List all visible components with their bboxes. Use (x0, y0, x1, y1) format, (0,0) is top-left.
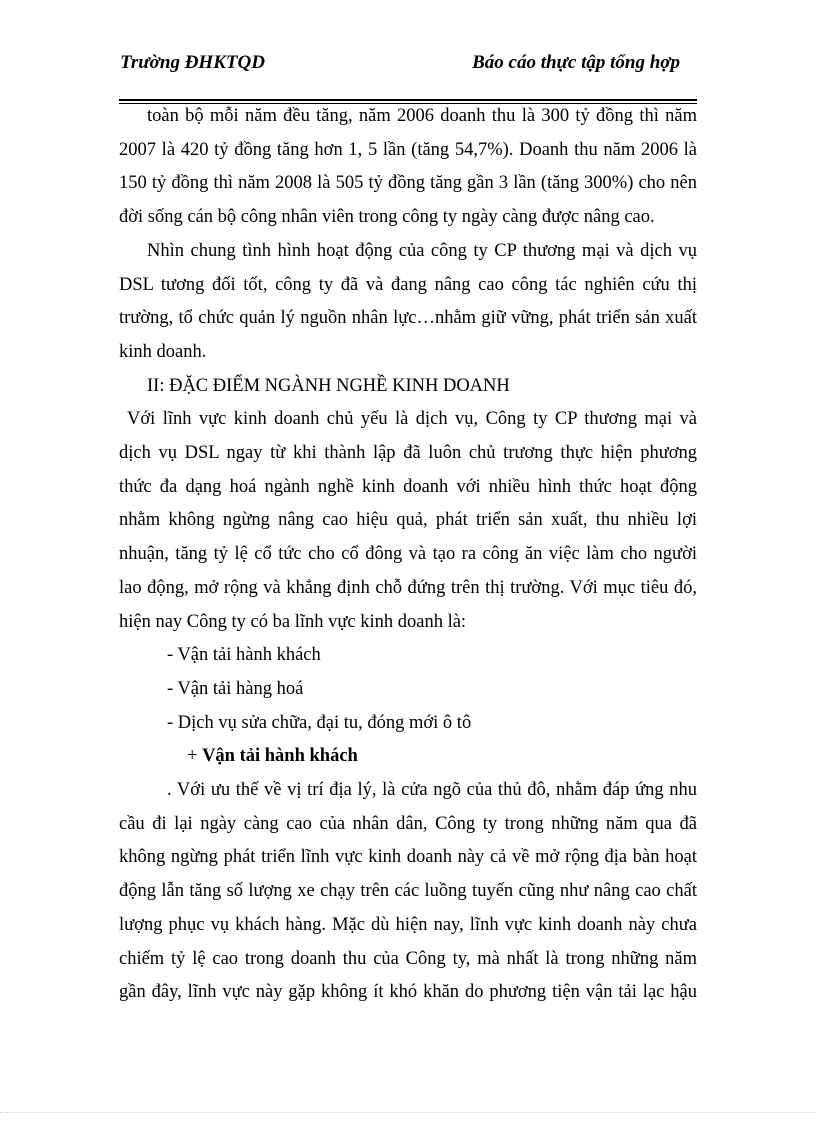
text-line: động lẫn tăng số lượng xe chạy trên các luồng tuyến cũng như nâng cao chất (119, 881, 697, 902)
list-item: - Vận tải hành khách (167, 645, 321, 666)
subheading-prefix: + (187, 746, 203, 767)
text-line: 150 tỷ đồng thì năm 2008 là 505 tỷ đồng tăng gần 3 lần (tăng 300%) cho nên (119, 173, 697, 194)
text-line: nhuận, tăng tỷ lệ cổ tức cho cổ đông và tạo ra công ăn việc làm cho người (119, 544, 697, 565)
paragraph-passenger-transport (119, 774, 697, 1010)
text-line: . Với ưu thế về vị trí địa lý, là cửa ngõ của thủ đô, nhằm đáp ứng nhu (167, 780, 697, 801)
text-line: cầu đi lại ngày càng cao của nhân dân, Công ty trong những năm qua đã (119, 813, 697, 834)
text-line: chiếm tỷ lệ cao trong doanh thu của Công ty, mà nhất là trong những năm (119, 948, 697, 969)
text-line: dịch vụ DSL ngay từ khi thành lập đã luôn chủ trương thực hiện phương (119, 443, 697, 464)
text-line: Nhìn chung tình hình hoạt động của công ty CP thương mại và dịch vụ (147, 240, 697, 261)
header-school-name: Trường ĐHKTQD (120, 52, 265, 73)
text-line: nhằm không ngừng nâng cao hiệu quả, phát triển sản xuất, thu nhiều lợi (119, 510, 697, 531)
text-line: DSL tương đối tốt, công ty đã và đang nâng cao công tác nghiên cứu thị (119, 274, 697, 295)
page-bottom-border (0, 1112, 816, 1113)
text-line: gần đây, lĩnh vực này gặp không ít khó khăn do phương tiện vận tải lạc hậu (119, 982, 697, 1003)
text-line: thức đa dạng hoá ngành nghề kinh doanh với nhiều hình thức hoạt động (119, 476, 697, 497)
subheading-passenger-transport (119, 740, 697, 774)
text-line: lao động, mở rộng và khẳng định chỗ đứng trên thị trường. Với mục tiêu đó, (119, 577, 697, 598)
text-line: không ngừng phát triển lĩnh vực kinh doanh này cả về mở rộng địa bàn hoạt (119, 847, 697, 868)
paragraph-revenue (119, 100, 697, 235)
text-line: toàn bộ mỗi năm đều tăng, năm 2006 doanh thu là 300 tỷ đồng thì năm (147, 106, 697, 126)
text-line: kinh doanh. (119, 341, 207, 362)
text-line: Với lĩnh vực kinh doanh chủ yếu là dịch vụ, Công ty CP thương mại và (127, 409, 697, 430)
paragraph-business-lines (119, 403, 697, 639)
page-header (120, 52, 680, 76)
text-line: đời sống cán bộ công nhân viên trong công ty ngày càng được nâng cao. (119, 207, 655, 228)
list-item: - Vận tải hàng hoá (167, 678, 304, 699)
section-heading: II: ĐẶC ĐIỂM NGÀNH NGHỀ KINH DOANH (147, 375, 510, 396)
business-list (119, 639, 697, 740)
text-line: trường, tổ chức quản lý nguồn nhân lực…nhằm giữ vững, phát triển sản xuất (119, 308, 697, 329)
list-item: - Dịch vụ sửa chữa, đại tu, đóng mới ô tô (167, 712, 472, 733)
text-line: hiện nay Công ty có ba lĩnh vực kinh doanh là: (119, 611, 467, 632)
text-line: lượng phục vụ khách hàng. Mặc dù hiện nay, lĩnh vực kinh doanh này chưa (119, 914, 697, 935)
document-body (119, 100, 697, 1010)
paragraph-overview (119, 235, 697, 370)
header-report-title: Báo cáo thực tập tổng hợp (472, 52, 680, 73)
text-line: 2007 là 420 tỷ đồng tăng hơn 1, 5 lần (tăng 54,7%). Doanh thu năm 2006 là (119, 139, 697, 160)
subheading-text: Vận tải hành khách (202, 746, 358, 767)
